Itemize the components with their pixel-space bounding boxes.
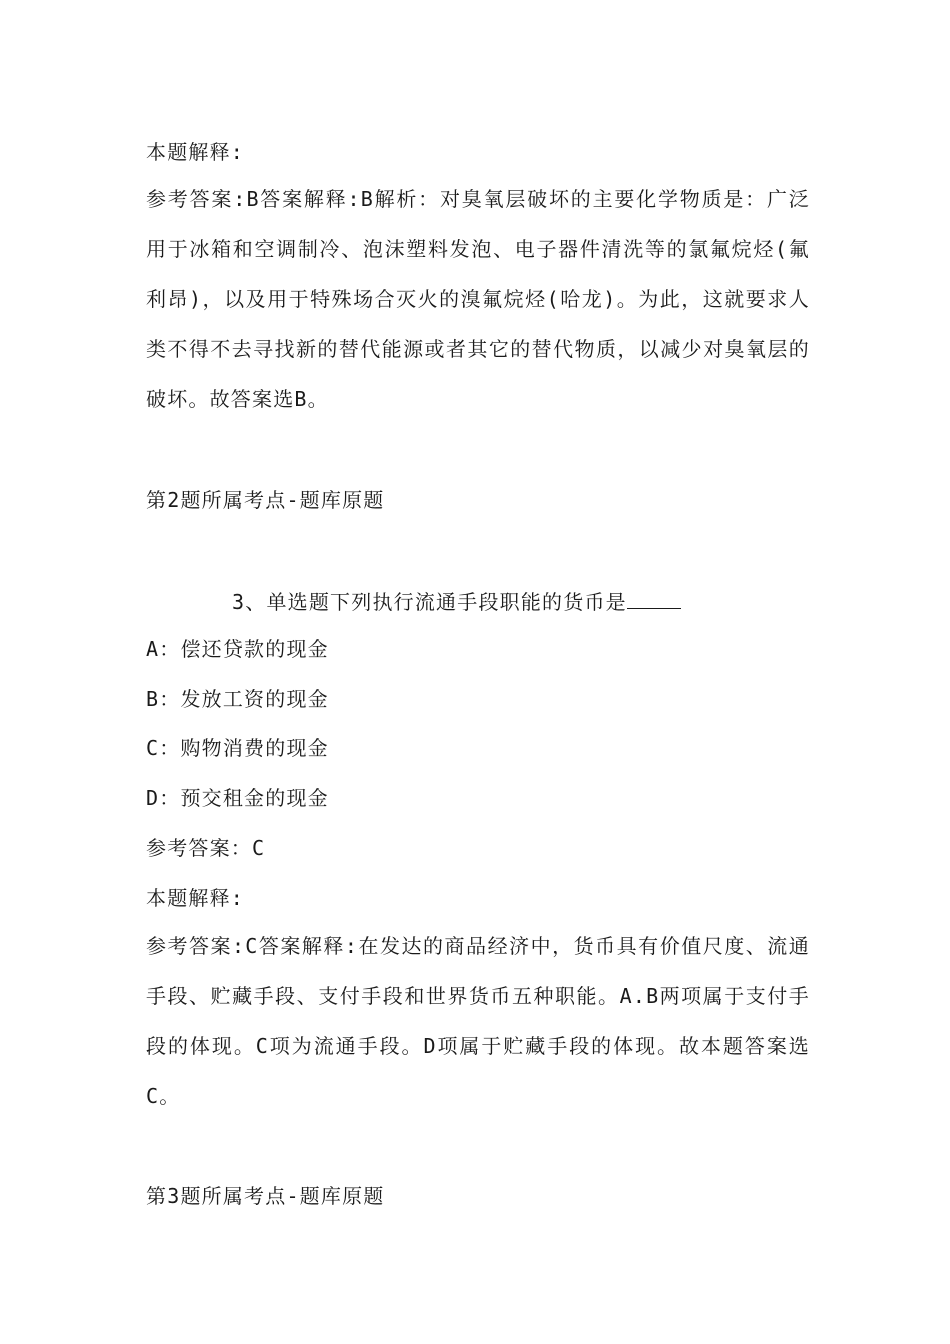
q2-knowledge-point: 第2题所属考点-题库原题 (146, 488, 385, 512)
q3-option-b: B：发放工资的现金 (146, 687, 329, 711)
q3-question (232, 590, 812, 614)
q3-explanation-label: 本题解释: (146, 886, 245, 910)
q3-question-text: 3、单选题下列执行流通手段职能的货币是 (232, 590, 627, 614)
q3-answer: 参考答案：C (146, 836, 266, 860)
q3-option-d: D：预交租金的现金 (146, 786, 329, 810)
q3-option-a: A：偿还贷款的现金 (146, 637, 329, 661)
q2-explanation-label: 本题解释: (146, 140, 245, 164)
q3-explanation-text: 参考答案:C答案解释:在发达的商品经济中，货币具有价值尺度、流通手段、贮藏手段、支付手段和世界货币五种职能。A.B两项属于支付手段的体现。C项为流通手段。D项属于贮藏手段的体现。故本题答案选C。 (146, 934, 810, 1108)
q3-knowledge-point: 第3题所属考点-题库原题 (146, 1184, 385, 1208)
answer-blank (627, 590, 681, 609)
q2-explanation-text: 参考答案:B答案解释:B解析：对臭氧层破坏的主要化学物质是：广泛用于冰箱和空调制冷、泡沫塑料发泡、电子器件清洗等的氯氟烷烃(氟利昂)，以及用于特殊场合灭火的溴氟烷烃(哈龙)。为此，这就要求人类不得不去寻找新的替代能源或者其它的替代物质，以减少对臭氧层的破坏。故答案选B。 (146, 187, 810, 411)
q3-option-c: C：购物消费的现金 (146, 736, 329, 760)
